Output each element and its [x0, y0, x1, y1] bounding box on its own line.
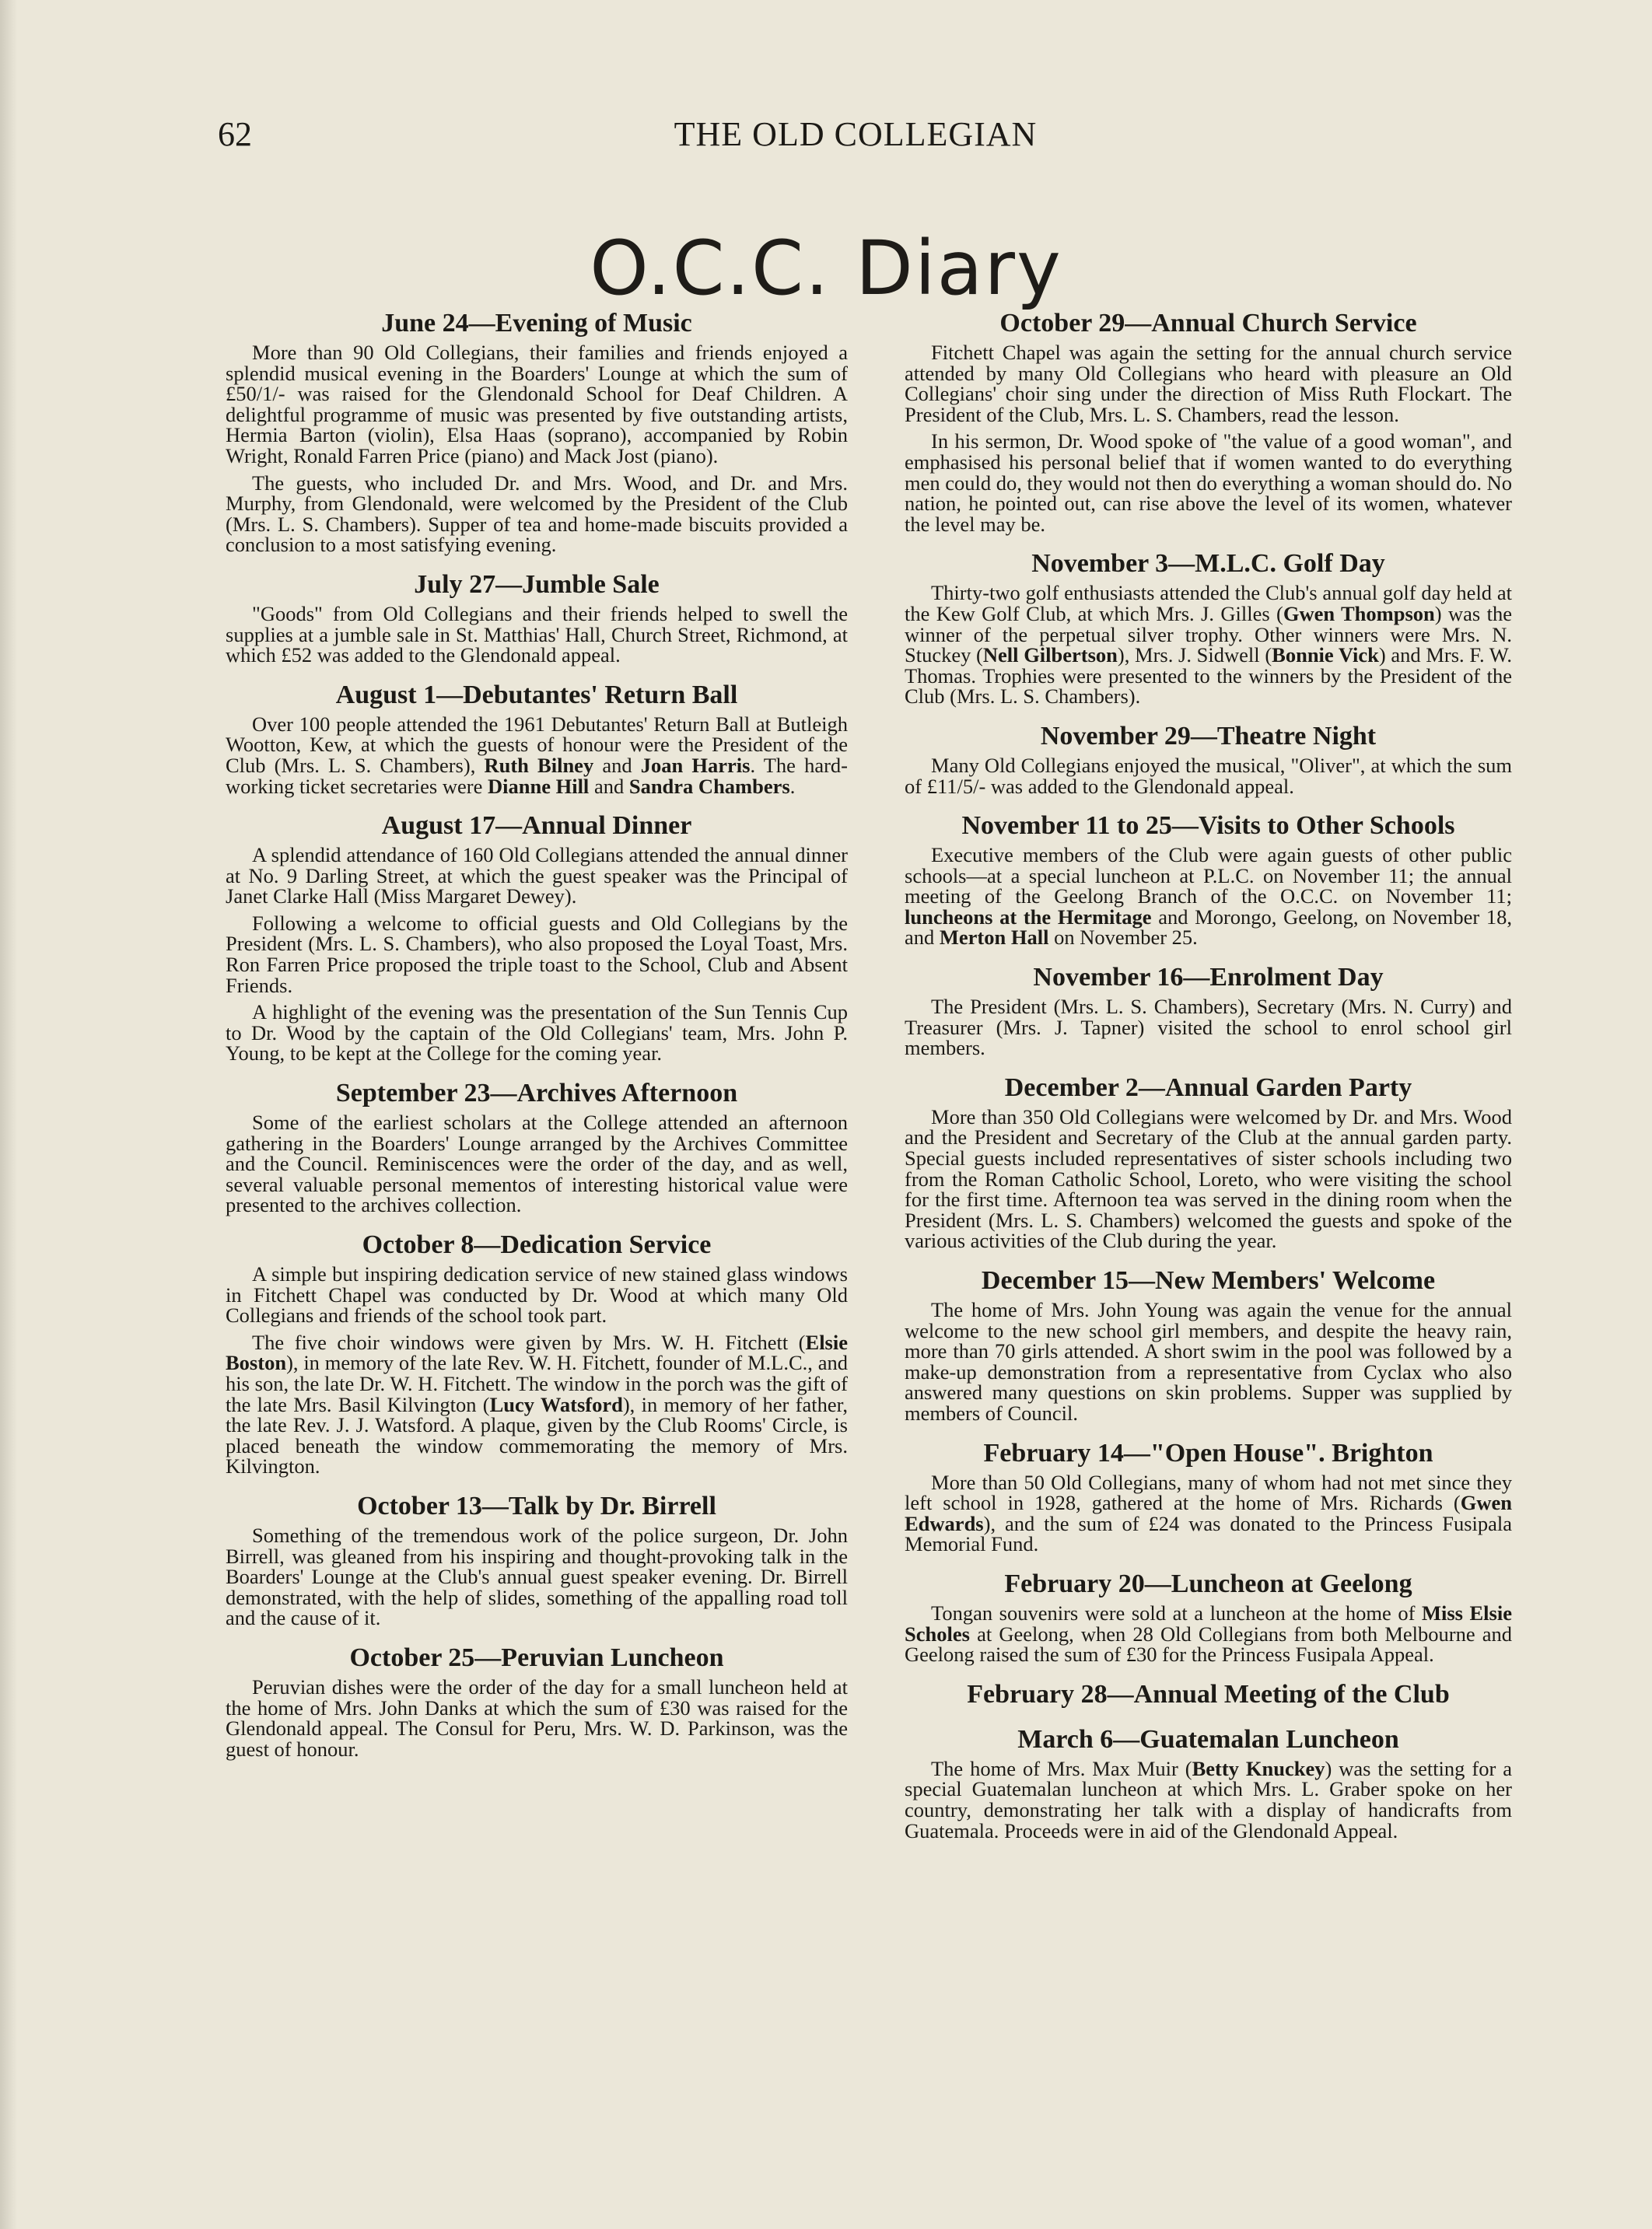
entry-heading: November 11 to 25—Visits to Other Schools — [961, 811, 1455, 841]
diary-entry — [905, 721, 1512, 796]
diary-entry — [226, 810, 848, 1064]
diary-entry — [226, 1078, 848, 1216]
page-number: 62 — [218, 115, 252, 153]
diary-entry — [905, 548, 1512, 707]
entry-paragraph: Fitchett Chapel was again the setting for the annual church service attended by many Old Collegians who heard with pleasure an Old Collegians' choir sing under the direction of Miss Ruth Flockart. The President of the Club, Mrs. L. S. Chambers, read the lesson. — [905, 341, 1512, 426]
entry-heading: November 16—Enrolment Day — [1033, 963, 1384, 992]
entry-heading: October 8—Dedication Service — [362, 1230, 712, 1259]
diary-entry — [226, 1643, 848, 1759]
entry-paragraph: The President (Mrs. L. S. Chambers), Secretary (Mrs. N. Curry) and Treasurer (Mrs. J. Tapner) visited the school to enrol school girl members. — [905, 995, 1512, 1060]
entry-paragraph: A highlight of the evening was the presentation of the Sun Tennis Cup to Dr. Wood by the captain of the Old Collegians' team, Mrs. John P. Young, to be kept at the College for the coming year. — [226, 1000, 848, 1066]
entry-paragraph: Executive members of the Club were again guests of other public schools—at a special luncheon at P.L.C. on November 11; the annual meeting of the Geelong Branch of the O.C.C. on November 11; luncheons at the Hermitage and Morongo, Geelong, on November 18, and Merton Hall on November 25. — [905, 843, 1512, 950]
diary-entry — [226, 1230, 848, 1477]
entry-heading: February 14—"Open House". Brighton — [983, 1438, 1433, 1468]
diary-entry — [905, 1073, 1512, 1251]
diary-entry — [226, 308, 848, 555]
entry-paragraph: Some of the earliest scholars at the College attended an afternoon gathering in the Boarders' Lounge arranged by the Archives Committee and the Council. Reminiscences were the order of the day, and as well, several valuable personal mementos of interesting historical value were presented to the archives collection. — [226, 1111, 848, 1217]
entry-paragraph: The home of Mrs. John Young was again the venue for the annual welcome to the new school girl members, and despite the heavy rain, more than 70 girls attended. A short swim in the pool was followed by a make-up demonstration from a representative from Cyclax who also answered many questions on skin problems. Supper was supplied by members of Council. — [905, 1298, 1512, 1425]
entry-heading: February 28—Annual Meeting of the Club — [967, 1679, 1450, 1709]
diary-entry — [226, 1491, 848, 1629]
entry-paragraph: More than 50 Old Collegians, many of whom had not met since they left school in 1928, gathered at the home of Mrs. Richards (Gwen Edwards), and the sum of £24 was donated to the Princess Fusipala Memorial Fund. — [905, 1470, 1512, 1556]
page-binding-shadow — [0, 0, 17, 2229]
diary-title: O.C.C. Diary — [590, 225, 1062, 313]
entry-paragraph: Something of the tremendous work of the police surgeon, Dr. John Birrell, was gleaned from his inspiring and thought-provoking talk in the Boarders' Lounge at the Club's annual guest speaker evening. Dr. Birrell demonstrated, with the help of slides, something of the appalling road toll and the cause of it. — [226, 1523, 848, 1630]
entry-paragraph: Thirty-two golf enthusiasts attended the Club's annual golf day held at the Kew Golf Club, at which Mrs. J. Gilles (Gwen Thompson) was the winner of the perpetual silver trophy. Other winners were Mrs. N. Stuckey (Nell Gilbertson), Mrs. J. Sidwell (Bonnie Vick) and Mrs. F. W. Thomas. Trophies were presented to the winners by the President of the Club (Mrs. L. S. Chambers). — [905, 581, 1512, 709]
entry-paragraph: Following a welcome to official guests and Old Collegians by the President (Mrs. L. S. Chambers), who also proposed the Loyal Toast, Mrs. Ron Farren Price proposed the triple toast to the School, Club and Absent Friends. — [226, 911, 848, 997]
diary-entry — [905, 1724, 1512, 1841]
entry-heading: July 27—Jumble Sale — [414, 569, 660, 599]
diary-entry — [226, 569, 848, 666]
journal-title: THE OLD COLLEGIAN — [674, 115, 1038, 153]
entry-paragraph: More than 350 Old Collegians were welcomed by Dr. and Mrs. Wood and the President and Secretary of the Club at the annual garden party. Special guests included representatives of sister schools including two from the Roman Catholic School, Loreto, who were visiting the school for the first time. Afternoon tea was served in the dining room when the President (Mrs. L. S. Chambers) welcomed the guests and spoke of the various activities of the Club during the year. — [905, 1104, 1512, 1253]
diary-entry — [905, 810, 1512, 948]
entry-heading: August 1—Debutantes' Return Ball — [335, 680, 738, 709]
entry-paragraph: Many Old Collegians enjoyed the musical, "Oliver", at which the sum of £11/5/- was added to the Glendonald appeal. — [905, 753, 1512, 798]
right-column — [905, 308, 1512, 1855]
page-header — [218, 115, 1493, 162]
entry-heading: September 23—Archives Afternoon — [335, 1079, 738, 1108]
diary-entry — [905, 962, 1512, 1059]
diary-entry — [905, 1569, 1512, 1665]
entry-paragraph: A simple but inspiring dedication service of new stained glass windows in Fitchett Chapel was conducted by Dr. Wood at which many Old Collegians and friends of the school took part. — [226, 1262, 848, 1328]
entry-heading: March 6—Guatemalan Luncheon — [1017, 1724, 1399, 1754]
entry-heading: June 24—Evening of Music — [381, 309, 692, 338]
entry-paragraph: In his sermon, Dr. Wood spoke of "the value of a good woman", and emphasised his personal belief that if women wanted to do everything men could do, they would not then do everything a woman should do. No nation, he pointed out, can rise above the level of its women, whatever the level may be. — [905, 429, 1512, 536]
entry-paragraph: More than 90 Old Collegians, their families and friends enjoyed a splendid musical evening in the Boarders' Lounge at which the sum of £50/1/- was raised for the Glendonald School for Deaf Children. A delightful programme of music was presented by five outstanding artists, Hermia Barton (violin), Elsa Haas (soprano), accompanied by Robin Wright, Ronald Farren Price (piano) and Mack Jost (piano). — [226, 341, 848, 467]
entry-paragraph: Peruvian dishes were the order of the day for a small luncheon held at the home of Mrs. John Danks at which the sum of £30 was raised for the Glendonald appeal. The Consul for Peru, Mrs. W. D. Parkinson, was the guest of honour. — [226, 1674, 848, 1761]
entry-heading: December 15—New Members' Welcome — [981, 1266, 1436, 1295]
entry-paragraph: The five choir windows were given by Mrs. W. H. Fitchett (Elsie Boston), in memory of the late Rev. W. H. Fitchett, founder of M.L.C., and his son, the late Dr. W. H. Fitchett. The window in the porch was the gift of the late Mrs. Basil Kilvington (Lucy Watsford), in memory of her father, the late Rev. J. J. Watsford. A plaque, given by the Club Rooms' Circle, is placed beneath the window commemorating the memory of Mrs. Kilvington. — [226, 1330, 848, 1478]
entry-heading: November 29—Theatre Night — [1040, 721, 1377, 751]
entry-paragraph: The guests, who included Dr. and Mrs. Wood, and Dr. and Mrs. Murphy, from Glendonald, were welcomed by the President of the Club (Mrs. L. S. Chambers). Supper of tea and home-made biscuits provided a conclusion to a most satisfying evening. — [226, 471, 848, 557]
entry-heading: October 25—Peruvian Luncheon — [349, 1643, 724, 1672]
diary-entry — [905, 1438, 1512, 1555]
entry-paragraph: "Goods" from Old Collegians and their friends helped to swell the supplies at a jumble sale in St. Matthias' Hall, Church Street, Richmond, at which £52 was added to the Glendonald appeal. — [226, 601, 848, 667]
diary-entry — [905, 1679, 1512, 1710]
diary-entry — [905, 308, 1512, 534]
entry-paragraph: The home of Mrs. Max Muir (Betty Knuckey) was the setting for a special Guatemalan luncheon at which Mrs. L. Graber spoke on her country, demonstrating her talk with a display of handicrafts from Guatemala. Proceeds were in aid of the Glendonald Appeal. — [905, 1756, 1512, 1842]
diary-entry — [905, 1265, 1512, 1424]
left-column — [226, 308, 848, 1773]
entry-heading: October 13—Talk by Dr. Birrell — [357, 1491, 716, 1520]
entry-heading: August 17—Annual Dinner — [381, 811, 692, 841]
entry-paragraph: A splendid attendance of 160 Old Collegians attended the annual dinner at No. 9 Darling Street, at which the guest speaker was the Principal of Janet Clarke Hall (Miss Margaret Dewey). — [226, 843, 848, 908]
entry-heading: November 3—M.L.C. Golf Day — [1031, 549, 1385, 579]
entry-heading: December 2—Annual Garden Party — [1004, 1073, 1412, 1102]
entry-paragraph: Over 100 people attended the 1961 Debutantes' Return Ball at Butleigh Wootton, Kew, at which the guests of honour were the President of the Club (Mrs. L. S. Chambers), Ruth Bilney and Joan Harris. The hard-working ticket secretaries were Dianne Hill and Sandra Chambers. — [226, 712, 848, 798]
entry-paragraph: Tongan souvenirs were sold at a luncheon at the home of Miss Elsie Scholes at Geelong, when 28 Old Collegians from both Melbourne and Geelong raised the sum of £30 for the Princess Fusipala Appeal. — [905, 1601, 1512, 1667]
entry-heading: October 29—Annual Church Service — [999, 309, 1417, 338]
entry-heading: February 20—Luncheon at Geelong — [1004, 1569, 1412, 1598]
diary-entry — [226, 680, 848, 796]
